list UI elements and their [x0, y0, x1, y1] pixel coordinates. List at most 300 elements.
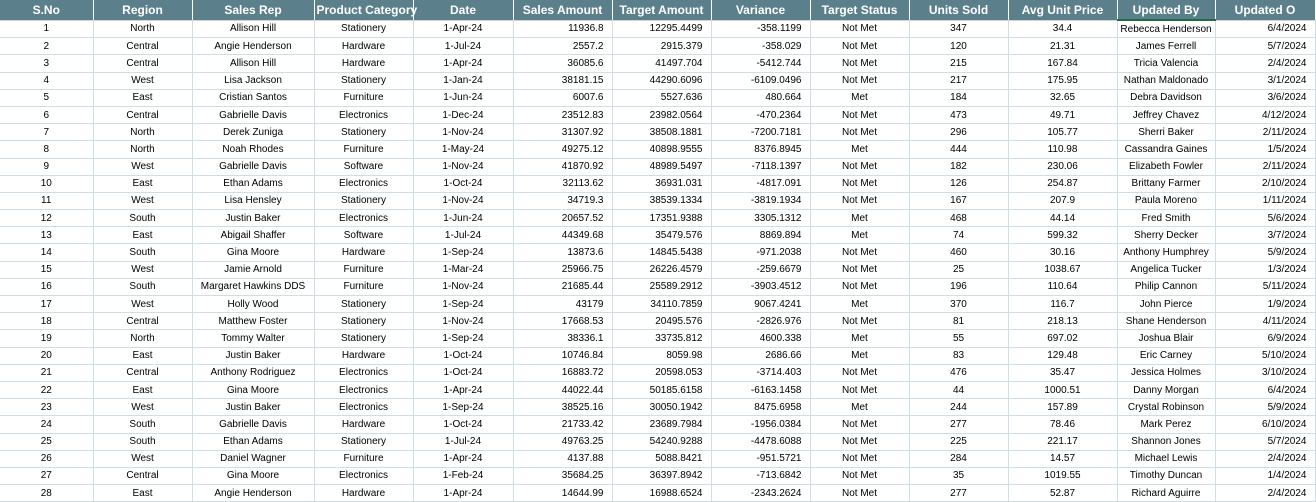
cell-updated-on[interactable]: 5/6/2024: [1215, 210, 1315, 227]
cell-target-amount[interactable]: 14845.5438: [612, 244, 711, 261]
cell-units-sold[interactable]: 215: [909, 55, 1008, 72]
table-row[interactable]: [0, 124, 1315, 141]
cell-updated-by[interactable]: Cassandra Gaines: [1117, 141, 1215, 158]
cell-avg-unit-price[interactable]: 110.98: [1008, 141, 1117, 158]
cell-updated-by[interactable]: John Pierce: [1117, 296, 1215, 313]
cell-target-amount[interactable]: 54240.9288: [612, 433, 711, 450]
cell-date[interactable]: 1-Nov-24: [413, 278, 513, 295]
cell-sno[interactable]: 10: [0, 175, 93, 192]
cell-product-category[interactable]: Electronics: [314, 210, 413, 227]
cell-variance[interactable]: 2686.66: [711, 347, 810, 364]
cell-sno[interactable]: 24: [0, 416, 93, 433]
cell-units-sold[interactable]: 184: [909, 89, 1008, 106]
cell-target-amount[interactable]: 17351.9388: [612, 210, 711, 227]
cell-variance[interactable]: 8475.6958: [711, 399, 810, 416]
table-row[interactable]: [0, 278, 1315, 295]
cell-units-sold[interactable]: 347: [909, 20, 1008, 38]
cell-date[interactable]: 1-Jan-24: [413, 72, 513, 89]
cell-units-sold[interactable]: 81: [909, 313, 1008, 330]
cell-date[interactable]: 1-May-24: [413, 141, 513, 158]
cell-sales-rep[interactable]: Derek Zuniga: [192, 124, 314, 141]
cell-sales-rep[interactable]: Justin Baker: [192, 347, 314, 364]
cell-sales-amount[interactable]: 32113.62: [513, 175, 612, 192]
cell-sno[interactable]: 22: [0, 381, 93, 398]
cell-variance[interactable]: -713.6842: [711, 467, 810, 484]
cell-units-sold[interactable]: 44: [909, 381, 1008, 398]
cell-sales-amount[interactable]: 44349.68: [513, 227, 612, 244]
cell-sales-rep[interactable]: Angie Henderson: [192, 485, 314, 502]
cell-sales-amount[interactable]: 38181.15: [513, 72, 612, 89]
cell-avg-unit-price[interactable]: 230.06: [1008, 158, 1117, 175]
cell-avg-unit-price[interactable]: 110.64: [1008, 278, 1117, 295]
cell-sales-amount[interactable]: 16883.72: [513, 364, 612, 381]
cell-variance[interactable]: 9067.4241: [711, 296, 810, 313]
cell-sales-rep[interactable]: Gina Moore: [192, 467, 314, 484]
column-header-target-status[interactable]: Target Status: [810, 0, 909, 20]
cell-sno[interactable]: 11: [0, 192, 93, 209]
cell-sno[interactable]: 17: [0, 296, 93, 313]
table-row[interactable]: [0, 347, 1315, 364]
cell-units-sold[interactable]: 217: [909, 72, 1008, 89]
cell-date[interactable]: 1-Oct-24: [413, 175, 513, 192]
cell-product-category[interactable]: Furniture: [314, 89, 413, 106]
cell-sales-rep[interactable]: Abigail Shaffer: [192, 227, 314, 244]
cell-variance[interactable]: -2826.976: [711, 313, 810, 330]
column-header-avg-unit-price[interactable]: Avg Unit Price: [1008, 0, 1117, 20]
cell-variance[interactable]: -7200.7181: [711, 124, 810, 141]
cell-variance[interactable]: -6163.1458: [711, 381, 810, 398]
cell-variance[interactable]: -971.2038: [711, 244, 810, 261]
cell-variance[interactable]: -4817.091: [711, 175, 810, 192]
cell-updated-on[interactable]: 5/9/2024: [1215, 399, 1315, 416]
cell-date[interactable]: 1-Nov-24: [413, 313, 513, 330]
table-row[interactable]: [0, 364, 1315, 381]
cell-avg-unit-price[interactable]: 167.84: [1008, 55, 1117, 72]
cell-target-status[interactable]: Not Met: [810, 175, 909, 192]
cell-region[interactable]: South: [93, 244, 192, 261]
cell-updated-by[interactable]: Philip Cannon: [1117, 278, 1215, 295]
cell-units-sold[interactable]: 83: [909, 347, 1008, 364]
cell-avg-unit-price[interactable]: 1000.51: [1008, 381, 1117, 398]
cell-updated-on[interactable]: 1/3/2024: [1215, 261, 1315, 278]
cell-units-sold[interactable]: 444: [909, 141, 1008, 158]
cell-target-status[interactable]: Not Met: [810, 72, 909, 89]
cell-target-status[interactable]: Met: [810, 347, 909, 364]
cell-target-amount[interactable]: 36931.031: [612, 175, 711, 192]
cell-updated-on[interactable]: 4/12/2024: [1215, 106, 1315, 123]
cell-target-amount[interactable]: 12295.4499: [612, 20, 711, 38]
cell-target-status[interactable]: Met: [810, 89, 909, 106]
cell-sales-amount[interactable]: 38525.16: [513, 399, 612, 416]
cell-product-category[interactable]: Electronics: [314, 467, 413, 484]
cell-updated-on[interactable]: 2/4/2024: [1215, 55, 1315, 72]
cell-updated-on[interactable]: 2/4/2024: [1215, 450, 1315, 467]
cell-target-status[interactable]: Not Met: [810, 106, 909, 123]
cell-updated-by[interactable]: Brittany Farmer: [1117, 175, 1215, 192]
column-header-date[interactable]: Date: [413, 0, 513, 20]
cell-target-amount[interactable]: 35479.576: [612, 227, 711, 244]
cell-updated-by[interactable]: Joshua Blair: [1117, 330, 1215, 347]
cell-updated-on[interactable]: 6/9/2024: [1215, 330, 1315, 347]
table-row[interactable]: [0, 450, 1315, 467]
cell-target-amount[interactable]: 34110.7859: [612, 296, 711, 313]
cell-sales-rep[interactable]: Gabrielle Davis: [192, 158, 314, 175]
cell-sales-rep[interactable]: Noah Rhodes: [192, 141, 314, 158]
cell-product-category[interactable]: Stationery: [314, 192, 413, 209]
cell-product-category[interactable]: Hardware: [314, 416, 413, 433]
cell-target-amount[interactable]: 50185.6158: [612, 381, 711, 398]
cell-avg-unit-price[interactable]: 218.13: [1008, 313, 1117, 330]
cell-avg-unit-price[interactable]: 44.14: [1008, 210, 1117, 227]
cell-sno[interactable]: 20: [0, 347, 93, 364]
cell-target-status[interactable]: Not Met: [810, 278, 909, 295]
cell-product-category[interactable]: Electronics: [314, 381, 413, 398]
cell-product-category[interactable]: Electronics: [314, 399, 413, 416]
cell-units-sold[interactable]: 284: [909, 450, 1008, 467]
cell-units-sold[interactable]: 182: [909, 158, 1008, 175]
cell-sales-amount[interactable]: 23512.83: [513, 106, 612, 123]
table-row[interactable]: [0, 141, 1315, 158]
cell-date[interactable]: 1-Feb-24: [413, 467, 513, 484]
cell-updated-by[interactable]: Eric Carney: [1117, 347, 1215, 364]
table-row[interactable]: [0, 467, 1315, 484]
cell-sno[interactable]: 7: [0, 124, 93, 141]
cell-avg-unit-price[interactable]: 207.9: [1008, 192, 1117, 209]
cell-updated-on[interactable]: 3/6/2024: [1215, 89, 1315, 106]
cell-target-status[interactable]: Met: [810, 296, 909, 313]
cell-updated-on[interactable]: 5/9/2024: [1215, 244, 1315, 261]
cell-product-category[interactable]: Stationery: [314, 124, 413, 141]
cell-updated-by[interactable]: Mark Perez: [1117, 416, 1215, 433]
cell-sales-rep[interactable]: Lisa Jackson: [192, 72, 314, 89]
cell-avg-unit-price[interactable]: 14.57: [1008, 450, 1117, 467]
cell-region[interactable]: Central: [93, 313, 192, 330]
cell-target-status[interactable]: Not Met: [810, 261, 909, 278]
cell-product-category[interactable]: Software: [314, 158, 413, 175]
table-row[interactable]: [0, 20, 1315, 38]
cell-target-status[interactable]: Met: [810, 141, 909, 158]
cell-sno[interactable]: 28: [0, 485, 93, 502]
cell-updated-by[interactable]: Michael Lewis: [1117, 450, 1215, 467]
cell-sales-amount[interactable]: 49763.25: [513, 433, 612, 450]
cell-updated-by[interactable]: Shane Henderson: [1117, 313, 1215, 330]
cell-updated-by[interactable]: Debra Davidson: [1117, 89, 1215, 106]
cell-sales-rep[interactable]: Gina Moore: [192, 381, 314, 398]
cell-product-category[interactable]: Stationery: [314, 296, 413, 313]
cell-sales-amount[interactable]: 31307.92: [513, 124, 612, 141]
cell-region[interactable]: Central: [93, 106, 192, 123]
cell-updated-by[interactable]: James Ferrell: [1117, 38, 1215, 55]
cell-product-category[interactable]: Furniture: [314, 141, 413, 158]
table-row[interactable]: [0, 433, 1315, 450]
cell-product-category[interactable]: Stationery: [314, 433, 413, 450]
cell-region[interactable]: North: [93, 124, 192, 141]
cell-avg-unit-price[interactable]: 105.77: [1008, 124, 1117, 141]
cell-date[interactable]: 1-Nov-24: [413, 158, 513, 175]
cell-region[interactable]: North: [93, 141, 192, 158]
cell-region[interactable]: East: [93, 485, 192, 502]
table-row[interactable]: [0, 313, 1315, 330]
cell-target-status[interactable]: Met: [810, 330, 909, 347]
cell-units-sold[interactable]: 244: [909, 399, 1008, 416]
cell-updated-on[interactable]: 4/11/2024: [1215, 313, 1315, 330]
cell-target-amount[interactable]: 41497.704: [612, 55, 711, 72]
cell-units-sold[interactable]: 74: [909, 227, 1008, 244]
cell-updated-on[interactable]: 2/10/2024: [1215, 175, 1315, 192]
cell-sales-rep[interactable]: Allison Hill: [192, 20, 314, 38]
table-row[interactable]: [0, 485, 1315, 502]
cell-updated-by[interactable]: Paula Moreno: [1117, 192, 1215, 209]
cell-updated-by[interactable]: Richard Aguirre: [1117, 485, 1215, 502]
cell-sno[interactable]: 15: [0, 261, 93, 278]
cell-units-sold[interactable]: 476: [909, 364, 1008, 381]
cell-units-sold[interactable]: 120: [909, 38, 1008, 55]
cell-date[interactable]: 1-Mar-24: [413, 261, 513, 278]
cell-date[interactable]: 1-Dec-24: [413, 106, 513, 123]
cell-sno[interactable]: 27: [0, 467, 93, 484]
cell-sno[interactable]: 6: [0, 106, 93, 123]
cell-target-status[interactable]: Met: [810, 399, 909, 416]
cell-sno[interactable]: 3: [0, 55, 93, 72]
cell-updated-by[interactable]: Timothy Duncan: [1117, 467, 1215, 484]
cell-date[interactable]: 1-Oct-24: [413, 364, 513, 381]
cell-updated-by[interactable]: Tricia Valencia: [1117, 55, 1215, 72]
cell-units-sold[interactable]: 126: [909, 175, 1008, 192]
cell-target-amount[interactable]: 40898.9555: [612, 141, 711, 158]
cell-product-category[interactable]: Hardware: [314, 485, 413, 502]
cell-variance[interactable]: 8376.8945: [711, 141, 810, 158]
cell-avg-unit-price[interactable]: 157.89: [1008, 399, 1117, 416]
cell-target-status[interactable]: Not Met: [810, 485, 909, 502]
cell-sno[interactable]: 21: [0, 364, 93, 381]
cell-date[interactable]: 1-Apr-24: [413, 450, 513, 467]
cell-target-status[interactable]: Not Met: [810, 433, 909, 450]
cell-sno[interactable]: 16: [0, 278, 93, 295]
cell-sales-amount[interactable]: 14644.99: [513, 485, 612, 502]
cell-region[interactable]: West: [93, 158, 192, 175]
cell-sales-amount[interactable]: 2557.2: [513, 38, 612, 55]
cell-sales-amount[interactable]: 43179: [513, 296, 612, 313]
cell-sales-rep[interactable]: Justin Baker: [192, 210, 314, 227]
cell-date[interactable]: 1-Apr-24: [413, 381, 513, 398]
cell-region[interactable]: South: [93, 416, 192, 433]
cell-target-status[interactable]: Met: [810, 227, 909, 244]
cell-updated-on[interactable]: 6/10/2024: [1215, 416, 1315, 433]
cell-avg-unit-price[interactable]: 129.48: [1008, 347, 1117, 364]
cell-date[interactable]: 1-Sep-24: [413, 296, 513, 313]
cell-target-amount[interactable]: 20598.053: [612, 364, 711, 381]
cell-target-amount[interactable]: 25589.2912: [612, 278, 711, 295]
cell-avg-unit-price[interactable]: 49.71: [1008, 106, 1117, 123]
table-row[interactable]: [0, 55, 1315, 72]
table-row[interactable]: [0, 89, 1315, 106]
cell-region[interactable]: West: [93, 72, 192, 89]
cell-updated-on[interactable]: 6/4/2024: [1215, 20, 1315, 38]
cell-sales-amount[interactable]: 25966.75: [513, 261, 612, 278]
table-row[interactable]: [0, 244, 1315, 261]
table-row[interactable]: [0, 399, 1315, 416]
column-header-target-amount[interactable]: Target Amount: [612, 0, 711, 20]
cell-product-category[interactable]: Software: [314, 227, 413, 244]
cell-region[interactable]: West: [93, 261, 192, 278]
cell-updated-on[interactable]: 1/4/2024: [1215, 467, 1315, 484]
cell-date[interactable]: 1-Apr-24: [413, 20, 513, 38]
cell-sales-amount[interactable]: 17668.53: [513, 313, 612, 330]
cell-target-amount[interactable]: 44290.6096: [612, 72, 711, 89]
cell-region[interactable]: East: [93, 227, 192, 244]
cell-sales-rep[interactable]: Cristian Santos: [192, 89, 314, 106]
cell-avg-unit-price[interactable]: 32.65: [1008, 89, 1117, 106]
cell-product-category[interactable]: Furniture: [314, 278, 413, 295]
cell-updated-by[interactable]: Sherry Decker: [1117, 227, 1215, 244]
cell-region[interactable]: East: [93, 175, 192, 192]
cell-target-status[interactable]: Not Met: [810, 124, 909, 141]
cell-product-category[interactable]: Stationery: [314, 330, 413, 347]
cell-target-status[interactable]: Not Met: [810, 364, 909, 381]
cell-variance[interactable]: -6109.0496: [711, 72, 810, 89]
column-header-variance[interactable]: Variance: [711, 0, 810, 20]
cell-region[interactable]: South: [93, 278, 192, 295]
cell-region[interactable]: East: [93, 89, 192, 106]
cell-product-category[interactable]: Hardware: [314, 38, 413, 55]
cell-avg-unit-price[interactable]: 599.32: [1008, 227, 1117, 244]
cell-sales-rep[interactable]: Gabrielle Davis: [192, 416, 314, 433]
table-row[interactable]: [0, 227, 1315, 244]
cell-sales-rep[interactable]: Jamie Arnold: [192, 261, 314, 278]
table-row[interactable]: [0, 158, 1315, 175]
cell-variance[interactable]: -358.1199: [711, 20, 810, 38]
cell-region[interactable]: East: [93, 347, 192, 364]
cell-sno[interactable]: 19: [0, 330, 93, 347]
cell-target-amount[interactable]: 5527.636: [612, 89, 711, 106]
cell-target-amount[interactable]: 5088.8421: [612, 450, 711, 467]
cell-target-status[interactable]: Not Met: [810, 20, 909, 38]
cell-sales-amount[interactable]: 11936.8: [513, 20, 612, 38]
cell-variance[interactable]: -1956.0384: [711, 416, 810, 433]
cell-sno[interactable]: 4: [0, 72, 93, 89]
cell-target-amount[interactable]: 20495.576: [612, 313, 711, 330]
cell-region[interactable]: South: [93, 433, 192, 450]
cell-region[interactable]: West: [93, 192, 192, 209]
cell-updated-by[interactable]: Anthony Humphrey: [1117, 244, 1215, 261]
cell-updated-on[interactable]: 1/9/2024: [1215, 296, 1315, 313]
cell-date[interactable]: 1-Oct-24: [413, 416, 513, 433]
cell-target-status[interactable]: Not Met: [810, 416, 909, 433]
cell-region[interactable]: Central: [93, 55, 192, 72]
cell-units-sold[interactable]: 25: [909, 261, 1008, 278]
cell-sales-amount[interactable]: 13873.6: [513, 244, 612, 261]
cell-updated-on[interactable]: 6/4/2024: [1215, 381, 1315, 398]
cell-sno[interactable]: 1: [0, 20, 93, 38]
cell-sales-amount[interactable]: 20657.52: [513, 210, 612, 227]
cell-sales-amount[interactable]: 35684.25: [513, 467, 612, 484]
cell-region[interactable]: Central: [93, 467, 192, 484]
table-row[interactable]: [0, 330, 1315, 347]
cell-target-amount[interactable]: 38539.1334: [612, 192, 711, 209]
cell-region[interactable]: North: [93, 20, 192, 38]
cell-product-category[interactable]: Furniture: [314, 261, 413, 278]
cell-target-status[interactable]: Not Met: [810, 381, 909, 398]
cell-sales-rep[interactable]: Gina Moore: [192, 244, 314, 261]
cell-avg-unit-price[interactable]: 1019.55: [1008, 467, 1117, 484]
cell-region[interactable]: West: [93, 450, 192, 467]
cell-sales-rep[interactable]: Allison Hill: [192, 55, 314, 72]
cell-region[interactable]: West: [93, 399, 192, 416]
cell-sales-rep[interactable]: Matthew Foster: [192, 313, 314, 330]
cell-target-amount[interactable]: 2915.379: [612, 38, 711, 55]
cell-sno[interactable]: 26: [0, 450, 93, 467]
cell-product-category[interactable]: Electronics: [314, 106, 413, 123]
table-row[interactable]: [0, 72, 1315, 89]
cell-product-category[interactable]: Stationery: [314, 20, 413, 38]
cell-updated-by[interactable]: Crystal Robinson: [1117, 399, 1215, 416]
cell-avg-unit-price[interactable]: 30.16: [1008, 244, 1117, 261]
cell-updated-on[interactable]: 3/7/2024: [1215, 227, 1315, 244]
cell-date[interactable]: 1-Sep-24: [413, 330, 513, 347]
cell-avg-unit-price[interactable]: 116.7: [1008, 296, 1117, 313]
cell-units-sold[interactable]: 35: [909, 467, 1008, 484]
cell-target-status[interactable]: Not Met: [810, 244, 909, 261]
cell-target-status[interactable]: Not Met: [810, 450, 909, 467]
cell-date[interactable]: 1-Sep-24: [413, 244, 513, 261]
cell-variance[interactable]: 8869.894: [711, 227, 810, 244]
column-header-sales-rep[interactable]: Sales Rep: [192, 0, 314, 20]
cell-sno[interactable]: 13: [0, 227, 93, 244]
cell-sales-rep[interactable]: Angie Henderson: [192, 38, 314, 55]
cell-updated-by[interactable]: Angelica Tucker: [1117, 261, 1215, 278]
cell-region[interactable]: North: [93, 330, 192, 347]
cell-units-sold[interactable]: 277: [909, 485, 1008, 502]
column-header-sno[interactable]: S.No: [0, 0, 93, 20]
cell-updated-on[interactable]: 1/11/2024: [1215, 192, 1315, 209]
cell-units-sold[interactable]: 196: [909, 278, 1008, 295]
cell-sales-amount[interactable]: 21733.42: [513, 416, 612, 433]
cell-updated-on[interactable]: 5/7/2024: [1215, 433, 1315, 450]
cell-avg-unit-price[interactable]: 254.87: [1008, 175, 1117, 192]
cell-variance[interactable]: 480.664: [711, 89, 810, 106]
cell-date[interactable]: 1-Sep-24: [413, 399, 513, 416]
cell-target-amount[interactable]: 33735.812: [612, 330, 711, 347]
cell-updated-by[interactable]: Rebecca Henderson: [1117, 20, 1215, 38]
cell-units-sold[interactable]: 296: [909, 124, 1008, 141]
cell-sno[interactable]: 18: [0, 313, 93, 330]
cell-product-category[interactable]: Hardware: [314, 55, 413, 72]
cell-sales-amount[interactable]: 6007.6: [513, 89, 612, 106]
cell-sales-rep[interactable]: Anthony Rodriguez: [192, 364, 314, 381]
cell-updated-by[interactable]: Fred Smith: [1117, 210, 1215, 227]
cell-sales-amount[interactable]: 41870.92: [513, 158, 612, 175]
table-row[interactable]: [0, 192, 1315, 209]
cell-target-amount[interactable]: 23982.0564: [612, 106, 711, 123]
cell-target-amount[interactable]: 30050.1942: [612, 399, 711, 416]
column-header-product-category[interactable]: Product Category: [314, 0, 413, 20]
cell-units-sold[interactable]: 167: [909, 192, 1008, 209]
cell-units-sold[interactable]: 473: [909, 106, 1008, 123]
table-row[interactable]: [0, 210, 1315, 227]
cell-product-category[interactable]: Electronics: [314, 364, 413, 381]
cell-region[interactable]: Central: [93, 38, 192, 55]
cell-variance[interactable]: 4600.338: [711, 330, 810, 347]
cell-product-category[interactable]: Electronics: [314, 175, 413, 192]
cell-avg-unit-price[interactable]: 175.95: [1008, 72, 1117, 89]
cell-sales-amount[interactable]: 21685.44: [513, 278, 612, 295]
table-row[interactable]: [0, 175, 1315, 192]
cell-sales-rep[interactable]: Justin Baker: [192, 399, 314, 416]
cell-variance[interactable]: 3305.1312: [711, 210, 810, 227]
cell-sno[interactable]: 5: [0, 89, 93, 106]
table-row[interactable]: [0, 296, 1315, 313]
cell-updated-by[interactable]: Sherri Baker: [1117, 124, 1215, 141]
